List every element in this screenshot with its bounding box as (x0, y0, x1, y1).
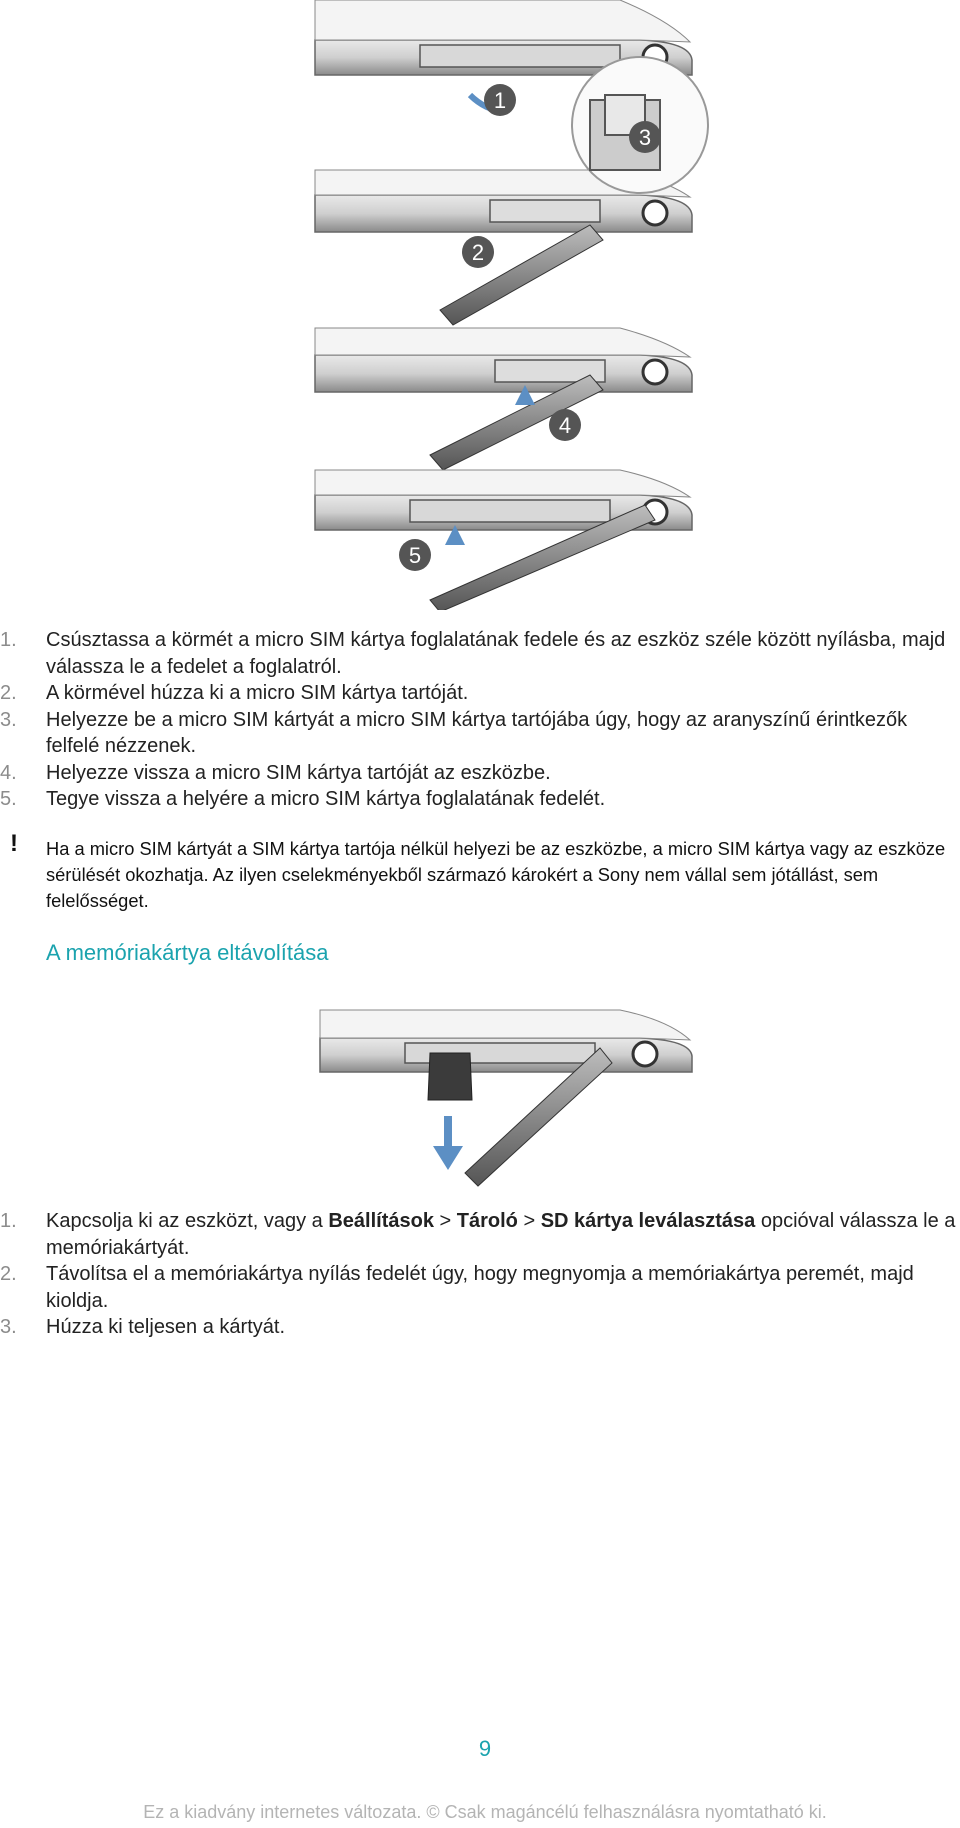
sim-step-2 (0, 680, 960, 707)
callout-4-label: 4 (558, 413, 572, 438)
page-footer: Ez a kiadvány internetes változata. © Csak magáncélú felhasználásra nyomtatható ki. (143, 1802, 827, 1822)
sim-insertion-illustration (0, 0, 960, 610)
step-text: Helyezze be a micro SIM kártyát a micro SIM kártya tartójába úgy, hogy az aranyszínű érintkezők felfelé nézzenek. (46, 708, 908, 757)
step-number: 2. (0, 682, 17, 704)
sim-step-1 (0, 627, 960, 680)
unmount-sd-label: SD kártya leválasztása (540, 1210, 756, 1232)
sim-steps-list (0, 627, 960, 813)
step-text: Húzza ki teljesen a kártyát. (46, 1316, 285, 1338)
memory-card-steps-list (0, 1208, 960, 1341)
callout-5-label: 5 (408, 543, 422, 568)
step-number: 1. (0, 1210, 17, 1232)
memory-card-removal-illustration (0, 988, 960, 1188)
section-heading: A memóriakártya eltávolítása (46, 940, 329, 965)
memory-step-3 (0, 1314, 960, 1341)
step-number: 3. (0, 708, 17, 731)
step-text (46, 1208, 960, 1261)
separator: > (433, 1210, 457, 1232)
step-number: 3. (0, 1316, 17, 1338)
memory-card-icon (428, 1053, 472, 1100)
phone-panel-3 (315, 328, 692, 470)
step-text-pre: Kapcsolja ki az eszközt, vagy a (46, 1210, 329, 1232)
warning-icon: ! (10, 830, 18, 857)
warning-note: Ha a micro SIM kártyát a SIM kártya tartója nélkül helyezi be az eszközbe, a micro SIM kártya vagy az eszköze sérülését okozhatja. Az ilyen cselekményekből származó károkért a Sony nem vállal sem jótállást, sem felelősséget. (46, 838, 946, 911)
step-text: Távolítsa el a memóriakártya nyílás fedelét úgy, hogy megnyomja a memóriakártya peremét, majd kioldja. (46, 1263, 914, 1312)
step-number: 4. (0, 761, 17, 784)
settings-menu-label: Beállítások (328, 1210, 434, 1232)
callout-2-label: 2 (471, 240, 485, 265)
phone-panel-4 (315, 470, 692, 610)
sim-step-5 (0, 786, 960, 813)
memory-step-1 (0, 1208, 960, 1261)
sim-step-4 (0, 760, 960, 787)
step-number: 2. (0, 1263, 17, 1285)
storage-menu-label: Tároló (456, 1210, 518, 1232)
sim-step-3 (0, 707, 960, 760)
step-text: Tegye vissza a helyére a micro SIM kártya foglalatának fedelét. (46, 788, 606, 810)
step-number: 1. (0, 629, 17, 651)
page-number: 9 (478, 1736, 492, 1761)
step-number: 5. (0, 788, 17, 810)
callout-3-label: 3 (638, 125, 652, 150)
step-text: A körmével húzza ki a micro SIM kártya tartóját. (46, 682, 469, 704)
memory-step-2 (0, 1261, 960, 1314)
step-text: Csúsztassa a körmét a micro SIM kártya foglalatának fedele és az eszköz széle között nyílásba, majd válassza le a fedelet a foglalatról. (46, 629, 946, 678)
callout-1-label: 1 (493, 88, 507, 113)
separator: > (517, 1210, 541, 1232)
arrow-head-icon (433, 1146, 463, 1170)
step-text-post: opcióval válassza le a memóriakártyát. (46, 1210, 956, 1259)
step-text: Helyezze vissza a micro SIM kártya tartóját az eszközbe. (46, 761, 551, 784)
